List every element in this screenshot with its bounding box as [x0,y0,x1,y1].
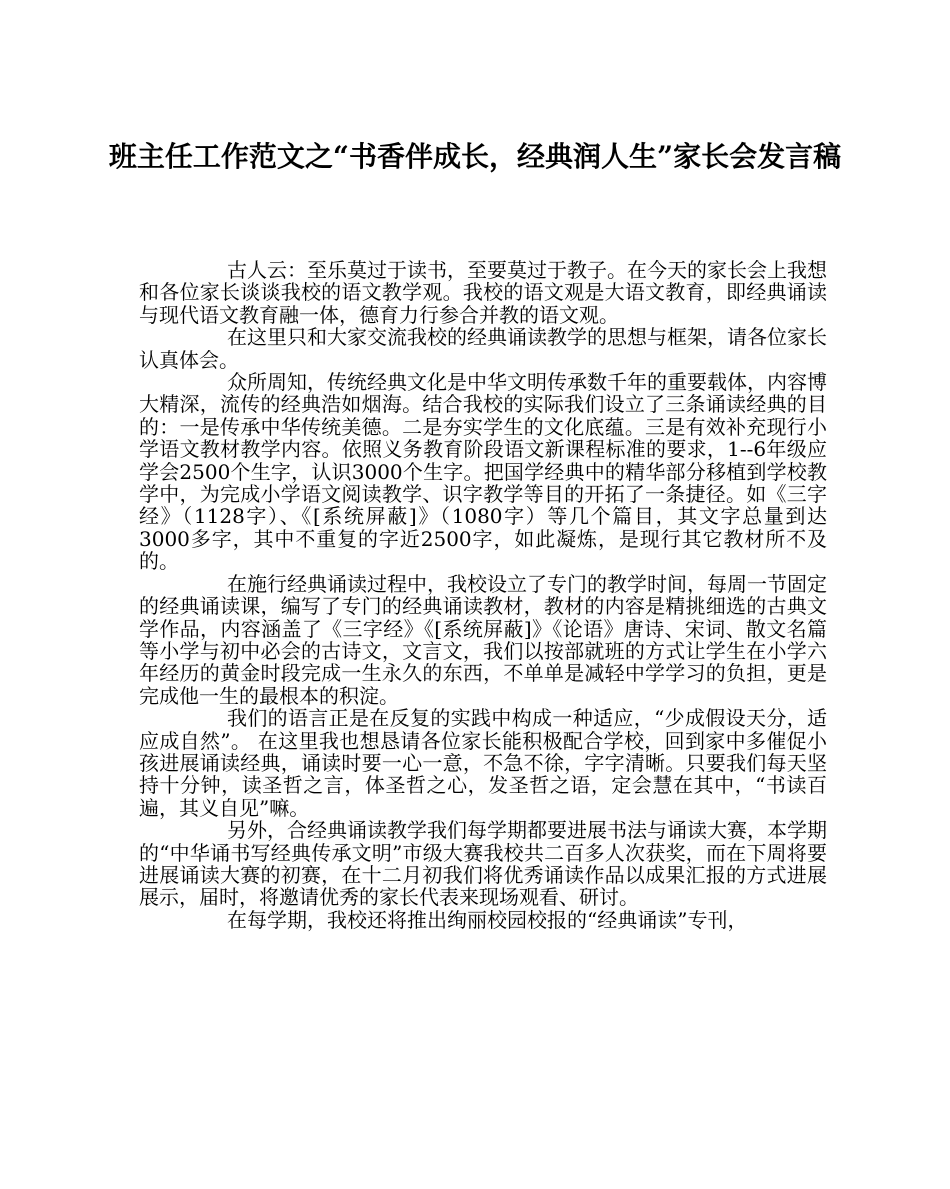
document-body [139,259,827,931]
paragraph: 在这里只和大家交流我校的经典诵读教学的思想与框架，请各位家长认真体会。 [139,325,827,372]
paragraph: 另外，合经典诵读教学我们每学期都要进展书法与诵读大赛，本学期的“中华诵书写经典传承文明”市级大赛我校共二百多人次获奖，而在下周将要进展诵读大赛的初赛，在十二月初我们将优秀诵读作品以成果汇报的方式进展展示，届时，将邀请优秀的家长代表来现场观看、研讨。 [139,818,827,910]
page-title: 班主任工作范文之“书香伴成长，经典润人生”家长会发言稿 [108,140,842,173]
paragraph: 我们的语言正是在反复的实践中构成一种适应，“少成假设天分，适应成自然”。 在这里我也想恳请各位家长能积极配合学校，回到家中多催促小孩进展诵读经典，诵读时要一心一意，不急不徐，字字清晰。只要我们每天坚持十分钟，读圣哲之言，体圣哲之心，发圣哲之语，定会慧在其中，“书读百遍，其义自见”嘛。 [139,706,827,820]
paragraph: 在施行经典诵读过程中，我校设立了专门的教学时间，每周一节固定的经典诵读课，编写了专门的经典诵读教材，教材的内容是精挑细选的古典文学作品，内容涵盖了《三字经》《[系统屏蔽]》《论语》唐诗、宋词、散文名篇等小学与初中必会的古诗文，文言文，我们以按部就班的方式让学生在小学六年经历的黄金时段完成一生永久的东西，不单单是减轻中学学习的负担，更是完成他一生的最根本的积淀。 [139,571,827,708]
paragraph: 众所周知，传统经典文化是中华文明传承数千年的重要载体，内容博大精深，流传的经典浩如烟海。结合我校的实际我们设立了三条诵读经典的目的：一是传承中华传统美德。二是夯实学生的文化底蕴。三是有效补充现行小学语文教材教学内容。依照义务教育阶段语文新课程标准的要求，1--6年级应学会2500个生字，认识3000个生字。把国学经典中的精华部分移植到学校教学中，为完成小学语文阅读教学、识字教学等目的开拓了一条捷径。如《三字经》（1128字）、《[系统屏蔽]》（1080字）等几个篇目，其文字总量到达3000多字，其中不重复的字近2500字，如此凝炼，是现行其它教材所不及的。 [139,370,827,574]
paragraph: 古人云：至乐莫过于读书，至要莫过于教子。在今天的家长会上我想和各位家长谈谈我校的语文教学观。我校的语文观是大语文教育，即经典诵读与现代语文教育融一体，德育力行参合并教的语文观。 [139,258,827,327]
paragraph: 在每学期，我校还将推出绚丽校园校报的“经典诵读”专刊， [227,907,748,932]
